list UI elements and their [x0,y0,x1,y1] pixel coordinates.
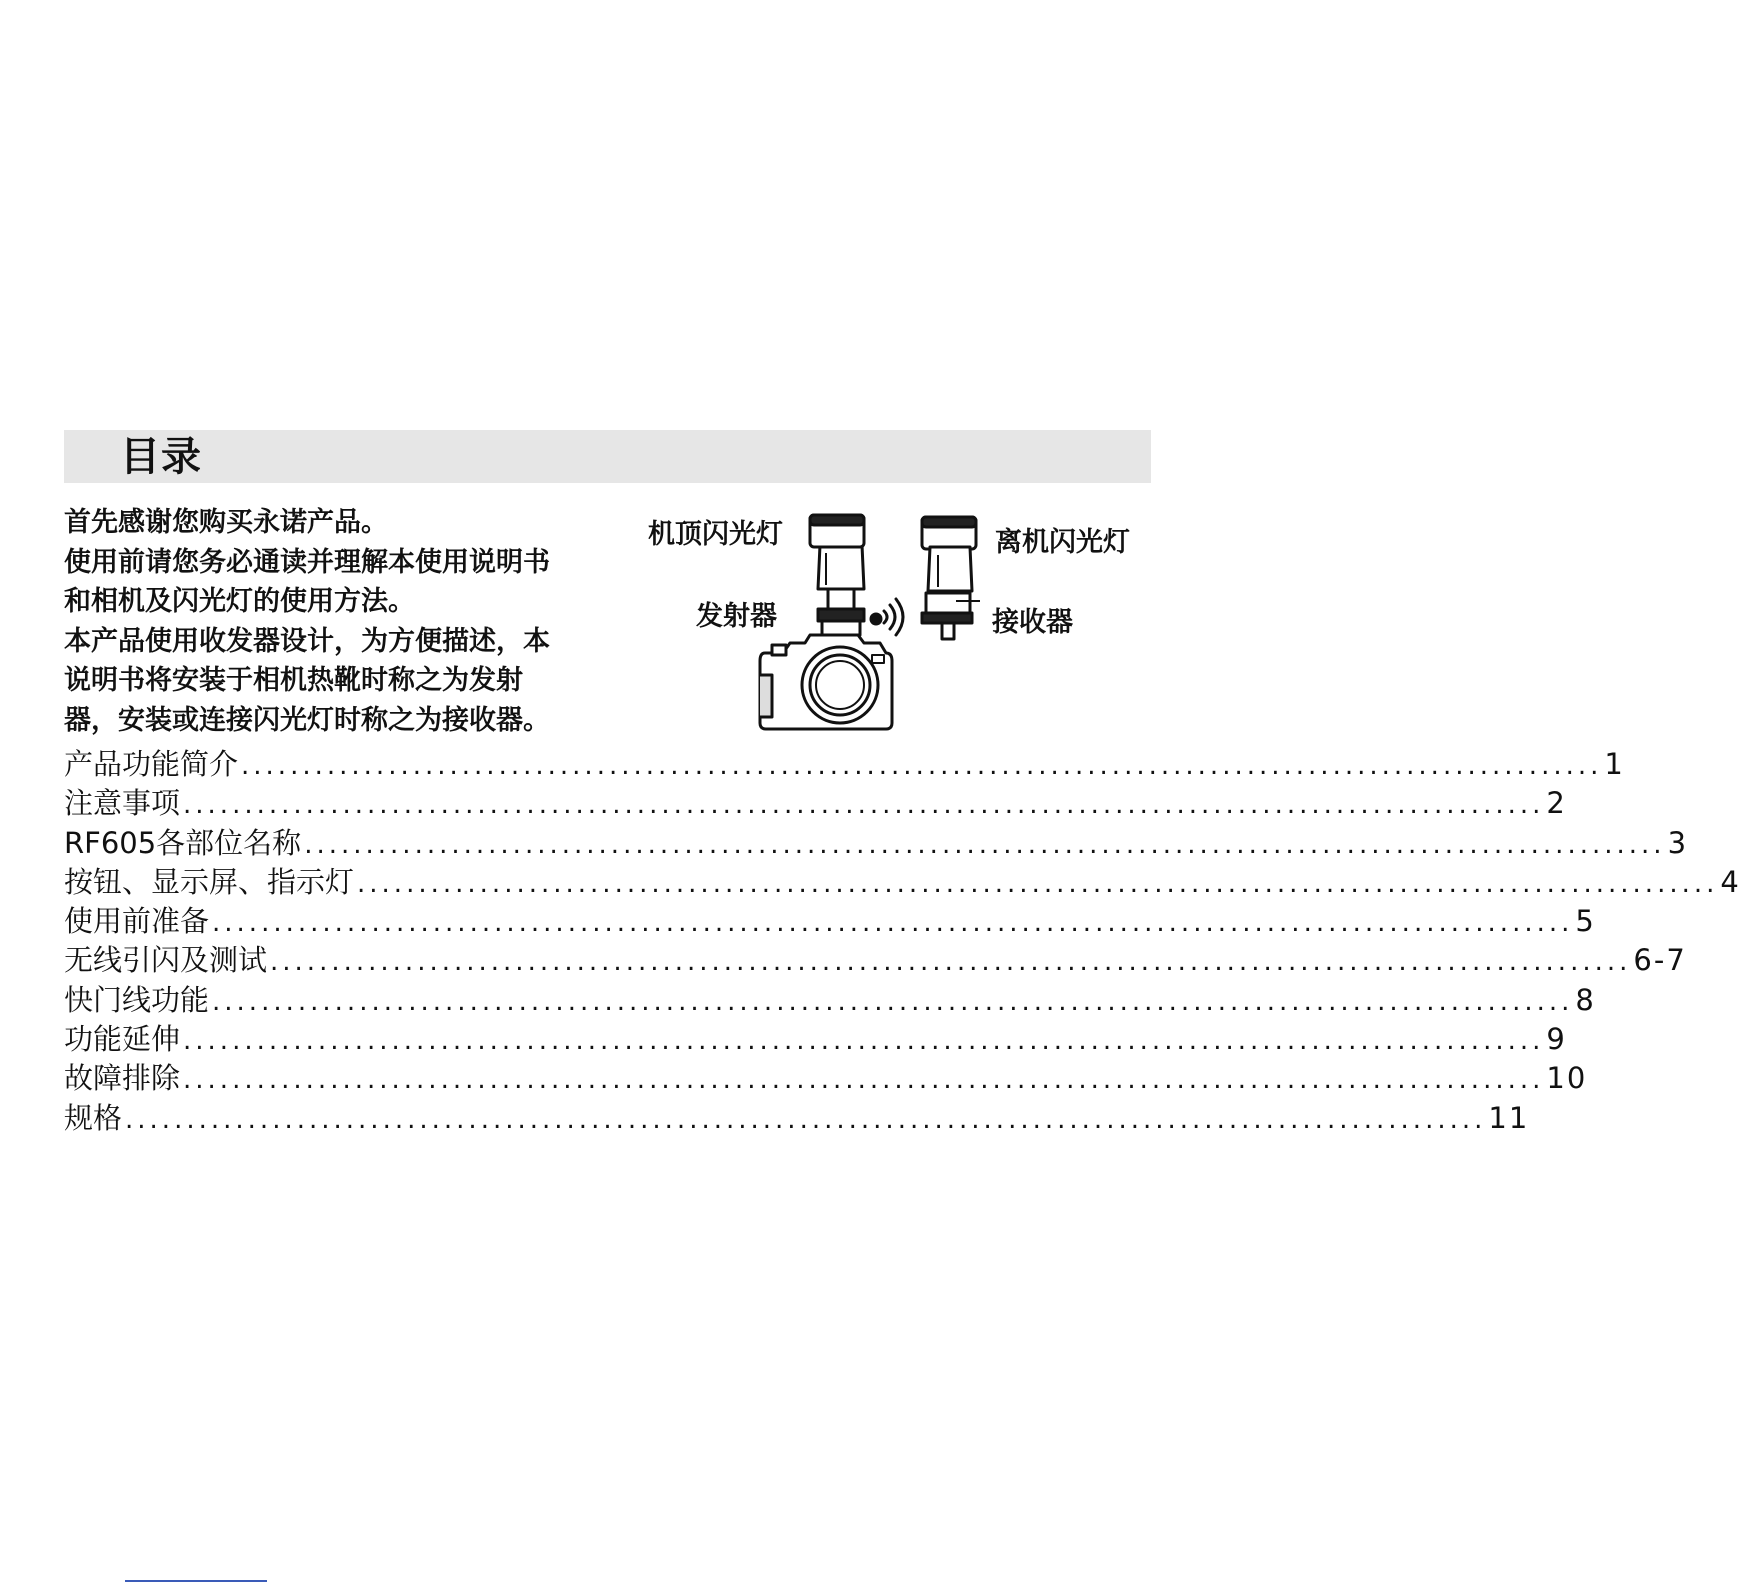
toc-page-number: 9 [1546,1022,1567,1057]
intro-line: 器，安装或连接闪光灯时称之为接收器。 [64,704,550,736]
toc-entry-shutter-release[interactable] [64,981,1596,1020]
intro-line: 和相机及闪光灯的使用方法。 [64,586,415,617]
off-camera-flash-icon [922,517,976,591]
toc-page-number: 1 [1604,747,1625,781]
toc-entry-title: 功能延伸 [64,1022,181,1057]
toc-entry-title: 无线引闪及测试 [64,943,268,978]
toc-entry-buttons-display[interactable] [64,863,1741,902]
toc-page-number: 5 [1575,904,1596,939]
toc-leader-dots: ............................................................................................................... [304,829,1666,860]
intro-paragraph [64,503,654,740]
transmitter-icon [818,609,864,635]
toc-entry-part-names[interactable] [64,824,1689,863]
intro-line: 说明书将安装于相机热靴时称之为发射 [64,665,523,696]
toc-leader-dots: ............................................................................................................... [270,947,1632,978]
toc-entry-title: 故障排除 [64,1061,181,1096]
toc-entry-title: 产品功能简介 [64,747,239,781]
intro-line: 使用前请您务必通读并理解本使用说明书 [64,546,550,578]
toc-entry-precautions[interactable] [64,784,1567,823]
toc-leader-dots: ............................................................................................................... [357,868,1719,899]
toc-page-number: 4 [1720,864,1741,899]
on-camera-flash-label: 机顶闪光灯 [648,519,783,550]
toc-leader-dots: ............................................................................................................... [183,1065,1545,1096]
toc-leader-dots: ............................................................................................................... [183,1026,1545,1057]
toc-leader-dots: ............................................................................................................... [212,986,1574,1017]
toc-entry-title: 注意事项 [64,786,181,821]
toc-leader-dots: ............................................................................................................... [125,1104,1487,1135]
toc-page-number: 10 [1546,1061,1588,1096]
toc-entry-preparation[interactable] [64,902,1596,941]
toc-entry-title: 使用前准备 [64,904,210,939]
toc-entry-wireless-trigger[interactable] [64,941,1687,980]
toc-page-number: 6-7 [1633,943,1687,978]
on-camera-flash-icon [810,515,864,609]
wireless-signal-icon [871,599,903,635]
intro-line: 首先感谢您购买永诺产品。 [64,507,388,538]
toc-page-number: 3 [1667,825,1689,860]
toc-entry-title: 快门线功能 [64,982,210,1017]
flash-camera-drawing [640,505,1160,735]
title-bar [64,430,1151,483]
page-title: 目录 [120,434,202,480]
toc-page-number: 11 [1488,1100,1530,1135]
toc-leader-dots: ............................................................................................................... [183,790,1545,821]
intro-line: 本产品使用收发器设计，为方便描述，本 [64,625,550,657]
toc-entry-title: 规格 [64,1100,123,1135]
toc-entry-title: RF605各部位名称 [64,825,302,860]
toc-entry-troubleshooting[interactable] [64,1059,1588,1098]
transmitter-label: 发射器 [696,601,777,632]
receiver-label: 接收器 [992,607,1073,638]
receiver-icon [922,593,980,639]
toc-page-number: 2 [1546,786,1567,821]
toc-page-number: 8 [1575,982,1596,1017]
toc-entry-product-features[interactable] [64,745,1625,784]
bottom-divider [125,1580,267,1582]
toc-leader-dots: ............................................................................................................... [212,908,1574,939]
off-camera-flash-label: 离机闪光灯 [995,527,1130,558]
table-of-contents [64,745,1741,1138]
toc-entry-specifications[interactable] [64,1099,1530,1138]
toc-entry-title: 按钮、显示屏、指示灯 [64,864,355,899]
camera-icon [760,635,892,729]
toc-entry-extended-functions[interactable] [64,1020,1567,1059]
setup-illustration [640,505,1160,735]
toc-leader-dots: ............................................................................................................... [241,751,1603,781]
